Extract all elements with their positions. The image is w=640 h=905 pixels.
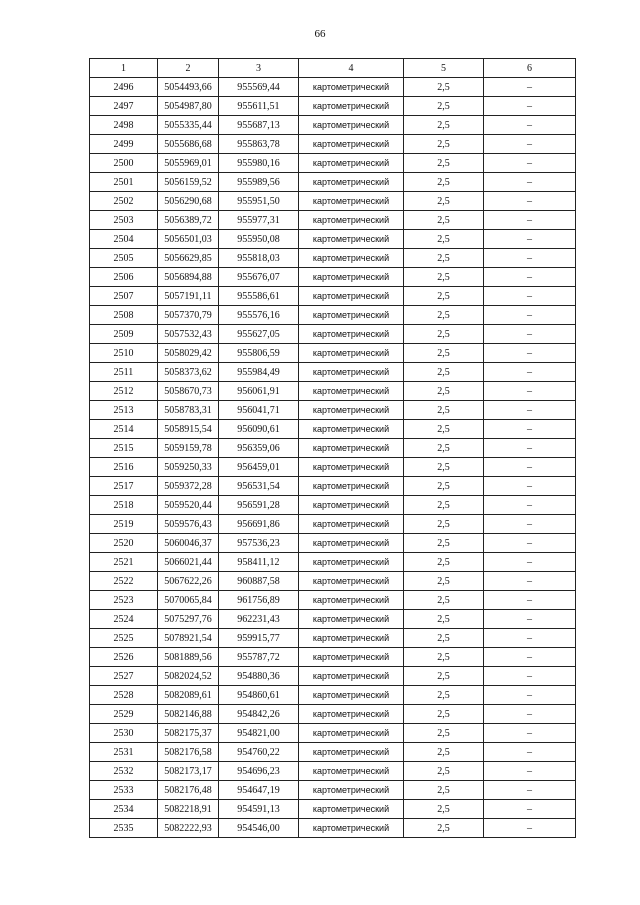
point-number-cell: 2501 <box>90 173 158 192</box>
note-cell: – <box>484 648 576 667</box>
x-coordinate-cell: 5059250,33 <box>158 458 219 477</box>
x-coordinate-cell: 5060046,37 <box>158 534 219 553</box>
point-number-cell: 2533 <box>90 781 158 800</box>
y-coordinate-cell: 955586,61 <box>219 287 299 306</box>
accuracy-cell: 2,5 <box>404 534 484 553</box>
method-cell: картометрический <box>299 173 404 192</box>
method-cell: картометрический <box>299 667 404 686</box>
y-coordinate-cell: 954546,00 <box>219 819 299 838</box>
point-number-cell: 2518 <box>90 496 158 515</box>
x-coordinate-cell: 5059576,43 <box>158 515 219 534</box>
point-number-cell: 2514 <box>90 420 158 439</box>
note-cell: – <box>484 629 576 648</box>
table-row <box>90 553 576 572</box>
y-coordinate-cell: 954860,61 <box>219 686 299 705</box>
x-coordinate-cell: 5082176,48 <box>158 781 219 800</box>
note-cell: – <box>484 477 576 496</box>
y-coordinate-cell: 954842,26 <box>219 705 299 724</box>
table-row <box>90 724 576 743</box>
table-header-row <box>90 59 576 78</box>
point-number-cell: 2512 <box>90 382 158 401</box>
y-coordinate-cell: 955989,56 <box>219 173 299 192</box>
accuracy-cell: 2,5 <box>404 648 484 667</box>
x-coordinate-cell: 5082024,52 <box>158 667 219 686</box>
x-coordinate-cell: 5082176,58 <box>158 743 219 762</box>
x-coordinate-cell: 5059159,78 <box>158 439 219 458</box>
method-cell: картометрический <box>299 477 404 496</box>
point-number-cell: 2506 <box>90 268 158 287</box>
table-row <box>90 762 576 781</box>
accuracy-cell: 2,5 <box>404 135 484 154</box>
table-row <box>90 306 576 325</box>
method-cell: картометрический <box>299 781 404 800</box>
x-coordinate-cell: 5055335,44 <box>158 116 219 135</box>
note-cell: – <box>484 686 576 705</box>
note-cell: – <box>484 173 576 192</box>
header-col-2: 2 <box>158 59 219 78</box>
x-coordinate-cell: 5059372,28 <box>158 477 219 496</box>
method-cell: картометрический <box>299 458 404 477</box>
x-coordinate-cell: 5056629,85 <box>158 249 219 268</box>
method-cell: картометрический <box>299 420 404 439</box>
point-number-cell: 2525 <box>90 629 158 648</box>
header-col-3: 3 <box>219 59 299 78</box>
note-cell: – <box>484 135 576 154</box>
method-cell: картометрический <box>299 230 404 249</box>
table-row <box>90 192 576 211</box>
y-coordinate-cell: 956061,91 <box>219 382 299 401</box>
y-coordinate-cell: 959915,77 <box>219 629 299 648</box>
accuracy-cell: 2,5 <box>404 363 484 382</box>
header-col-5: 5 <box>404 59 484 78</box>
accuracy-cell: 2,5 <box>404 78 484 97</box>
x-coordinate-cell: 5082218,91 <box>158 800 219 819</box>
point-number-cell: 2498 <box>90 116 158 135</box>
x-coordinate-cell: 5082146,88 <box>158 705 219 724</box>
point-number-cell: 2521 <box>90 553 158 572</box>
point-number-cell: 2522 <box>90 572 158 591</box>
y-coordinate-cell: 962231,43 <box>219 610 299 629</box>
table-row <box>90 705 576 724</box>
accuracy-cell: 2,5 <box>404 382 484 401</box>
accuracy-cell: 2,5 <box>404 667 484 686</box>
point-number-cell: 2497 <box>90 97 158 116</box>
point-number-cell: 2526 <box>90 648 158 667</box>
y-coordinate-cell: 955576,16 <box>219 306 299 325</box>
note-cell: – <box>484 382 576 401</box>
note-cell: – <box>484 572 576 591</box>
accuracy-cell: 2,5 <box>404 439 484 458</box>
x-coordinate-cell: 5081889,56 <box>158 648 219 667</box>
y-coordinate-cell: 955818,03 <box>219 249 299 268</box>
accuracy-cell: 2,5 <box>404 515 484 534</box>
x-coordinate-cell: 5056389,72 <box>158 211 219 230</box>
y-coordinate-cell: 956090,61 <box>219 420 299 439</box>
note-cell: – <box>484 192 576 211</box>
method-cell: картометрический <box>299 363 404 382</box>
x-coordinate-cell: 5078921,54 <box>158 629 219 648</box>
method-cell: картометрический <box>299 743 404 762</box>
y-coordinate-cell: 955787,72 <box>219 648 299 667</box>
accuracy-cell: 2,5 <box>404 344 484 363</box>
accuracy-cell: 2,5 <box>404 819 484 838</box>
point-number-cell: 2499 <box>90 135 158 154</box>
y-coordinate-cell: 955687,13 <box>219 116 299 135</box>
method-cell: картометрический <box>299 192 404 211</box>
x-coordinate-cell: 5059520,44 <box>158 496 219 515</box>
y-coordinate-cell: 956531,54 <box>219 477 299 496</box>
table-row <box>90 325 576 344</box>
x-coordinate-cell: 5055686,68 <box>158 135 219 154</box>
table-row <box>90 382 576 401</box>
table-row <box>90 287 576 306</box>
method-cell: картометрический <box>299 135 404 154</box>
table-row <box>90 154 576 173</box>
y-coordinate-cell: 955806,59 <box>219 344 299 363</box>
note-cell: – <box>484 344 576 363</box>
accuracy-cell: 2,5 <box>404 97 484 116</box>
note-cell: – <box>484 724 576 743</box>
table-row <box>90 78 576 97</box>
x-coordinate-cell: 5058783,31 <box>158 401 219 420</box>
y-coordinate-cell: 956591,28 <box>219 496 299 515</box>
note-cell: – <box>484 819 576 838</box>
x-coordinate-cell: 5070065,84 <box>158 591 219 610</box>
note-cell: – <box>484 325 576 344</box>
x-coordinate-cell: 5056501,03 <box>158 230 219 249</box>
y-coordinate-cell: 955569,44 <box>219 78 299 97</box>
method-cell: картометрический <box>299 154 404 173</box>
note-cell: – <box>484 249 576 268</box>
table-row <box>90 572 576 591</box>
method-cell: картометрический <box>299 572 404 591</box>
method-cell: картометрический <box>299 705 404 724</box>
x-coordinate-cell: 5054987,80 <box>158 97 219 116</box>
table-row <box>90 230 576 249</box>
y-coordinate-cell: 954880,36 <box>219 667 299 686</box>
accuracy-cell: 2,5 <box>404 686 484 705</box>
note-cell: – <box>484 743 576 762</box>
table-row <box>90 648 576 667</box>
x-coordinate-cell: 5058373,62 <box>158 363 219 382</box>
point-number-cell: 2519 <box>90 515 158 534</box>
point-number-cell: 2511 <box>90 363 158 382</box>
page-number: 66 <box>314 28 326 40</box>
method-cell: картометрический <box>299 496 404 515</box>
note-cell: – <box>484 230 576 249</box>
y-coordinate-cell: 956041,71 <box>219 401 299 420</box>
point-number-cell: 2500 <box>90 154 158 173</box>
accuracy-cell: 2,5 <box>404 420 484 439</box>
note-cell: – <box>484 78 576 97</box>
point-number-cell: 2531 <box>90 743 158 762</box>
x-coordinate-cell: 5055969,01 <box>158 154 219 173</box>
accuracy-cell: 2,5 <box>404 610 484 629</box>
point-number-cell: 2515 <box>90 439 158 458</box>
accuracy-cell: 2,5 <box>404 249 484 268</box>
table-row <box>90 667 576 686</box>
coordinates-table <box>89 58 576 838</box>
x-coordinate-cell: 5056290,68 <box>158 192 219 211</box>
note-cell: – <box>484 705 576 724</box>
point-number-cell: 2504 <box>90 230 158 249</box>
accuracy-cell: 2,5 <box>404 496 484 515</box>
method-cell: картометрический <box>299 287 404 306</box>
x-coordinate-cell: 5082173,17 <box>158 762 219 781</box>
x-coordinate-cell: 5056159,52 <box>158 173 219 192</box>
point-number-cell: 2532 <box>90 762 158 781</box>
method-cell: картометрический <box>299 211 404 230</box>
point-number-cell: 2523 <box>90 591 158 610</box>
table-row <box>90 477 576 496</box>
x-coordinate-cell: 5057191,11 <box>158 287 219 306</box>
header-col-4: 4 <box>299 59 404 78</box>
method-cell: картометрический <box>299 553 404 572</box>
table-row <box>90 458 576 477</box>
table-row <box>90 363 576 382</box>
note-cell: – <box>484 211 576 230</box>
note-cell: – <box>484 610 576 629</box>
method-cell: картометрический <box>299 800 404 819</box>
y-coordinate-cell: 955611,51 <box>219 97 299 116</box>
table-row <box>90 800 576 819</box>
accuracy-cell: 2,5 <box>404 781 484 800</box>
method-cell: картометрический <box>299 629 404 648</box>
accuracy-cell: 2,5 <box>404 306 484 325</box>
note-cell: – <box>484 97 576 116</box>
y-coordinate-cell: 954647,19 <box>219 781 299 800</box>
note-cell: – <box>484 401 576 420</box>
accuracy-cell: 2,5 <box>404 762 484 781</box>
point-number-cell: 2509 <box>90 325 158 344</box>
accuracy-cell: 2,5 <box>404 325 484 344</box>
header-col-6: 6 <box>484 59 576 78</box>
method-cell: картометрический <box>299 762 404 781</box>
accuracy-cell: 2,5 <box>404 705 484 724</box>
y-coordinate-cell: 960887,58 <box>219 572 299 591</box>
table-row <box>90 173 576 192</box>
accuracy-cell: 2,5 <box>404 553 484 572</box>
accuracy-cell: 2,5 <box>404 230 484 249</box>
header-col-1: 1 <box>90 59 158 78</box>
point-number-cell: 2510 <box>90 344 158 363</box>
method-cell: картометрический <box>299 515 404 534</box>
method-cell: картометрический <box>299 382 404 401</box>
point-number-cell: 2530 <box>90 724 158 743</box>
method-cell: картометрический <box>299 344 404 363</box>
note-cell: – <box>484 515 576 534</box>
y-coordinate-cell: 955951,50 <box>219 192 299 211</box>
accuracy-cell: 2,5 <box>404 401 484 420</box>
y-coordinate-cell: 955950,08 <box>219 230 299 249</box>
note-cell: – <box>484 553 576 572</box>
y-coordinate-cell: 954591,13 <box>219 800 299 819</box>
method-cell: картометрический <box>299 78 404 97</box>
y-coordinate-cell: 955627,05 <box>219 325 299 344</box>
accuracy-cell: 2,5 <box>404 572 484 591</box>
note-cell: – <box>484 667 576 686</box>
point-number-cell: 2496 <box>90 78 158 97</box>
point-number-cell: 2513 <box>90 401 158 420</box>
note-cell: – <box>484 306 576 325</box>
note-cell: – <box>484 287 576 306</box>
method-cell: картометрический <box>299 249 404 268</box>
method-cell: картометрический <box>299 610 404 629</box>
method-cell: картометрический <box>299 819 404 838</box>
method-cell: картометрический <box>299 116 404 135</box>
note-cell: – <box>484 420 576 439</box>
table-row <box>90 819 576 838</box>
table-row <box>90 97 576 116</box>
table-row <box>90 515 576 534</box>
table-row <box>90 781 576 800</box>
point-number-cell: 2527 <box>90 667 158 686</box>
note-cell: – <box>484 363 576 382</box>
accuracy-cell: 2,5 <box>404 192 484 211</box>
note-cell: – <box>484 458 576 477</box>
point-number-cell: 2505 <box>90 249 158 268</box>
point-number-cell: 2535 <box>90 819 158 838</box>
x-coordinate-cell: 5082222,93 <box>158 819 219 838</box>
y-coordinate-cell: 957536,23 <box>219 534 299 553</box>
x-coordinate-cell: 5056894,88 <box>158 268 219 287</box>
table-row <box>90 401 576 420</box>
y-coordinate-cell: 956691,86 <box>219 515 299 534</box>
method-cell: картометрический <box>299 534 404 553</box>
table-row <box>90 629 576 648</box>
note-cell: – <box>484 496 576 515</box>
x-coordinate-cell: 5066021,44 <box>158 553 219 572</box>
x-coordinate-cell: 5057370,79 <box>158 306 219 325</box>
x-coordinate-cell: 5058915,54 <box>158 420 219 439</box>
y-coordinate-cell: 954760,22 <box>219 743 299 762</box>
table-row <box>90 116 576 135</box>
point-number-cell: 2520 <box>90 534 158 553</box>
table-body <box>90 78 576 838</box>
x-coordinate-cell: 5057532,43 <box>158 325 219 344</box>
y-coordinate-cell: 955977,31 <box>219 211 299 230</box>
note-cell: – <box>484 116 576 135</box>
table-row <box>90 591 576 610</box>
accuracy-cell: 2,5 <box>404 173 484 192</box>
point-number-cell: 2502 <box>90 192 158 211</box>
x-coordinate-cell: 5067622,26 <box>158 572 219 591</box>
note-cell: – <box>484 534 576 553</box>
note-cell: – <box>484 154 576 173</box>
accuracy-cell: 2,5 <box>404 477 484 496</box>
method-cell: картометрический <box>299 306 404 325</box>
y-coordinate-cell: 956459,01 <box>219 458 299 477</box>
note-cell: – <box>484 439 576 458</box>
table-row <box>90 344 576 363</box>
accuracy-cell: 2,5 <box>404 800 484 819</box>
method-cell: картометрический <box>299 97 404 116</box>
y-coordinate-cell: 956359,06 <box>219 439 299 458</box>
method-cell: картометрический <box>299 268 404 287</box>
point-number-cell: 2517 <box>90 477 158 496</box>
y-coordinate-cell: 954821,00 <box>219 724 299 743</box>
x-coordinate-cell: 5082089,61 <box>158 686 219 705</box>
x-coordinate-cell: 5054493,66 <box>158 78 219 97</box>
table-row <box>90 743 576 762</box>
x-coordinate-cell: 5058670,73 <box>158 382 219 401</box>
accuracy-cell: 2,5 <box>404 629 484 648</box>
table-row <box>90 249 576 268</box>
method-cell: картометрический <box>299 401 404 420</box>
note-cell: – <box>484 591 576 610</box>
point-number-cell: 2529 <box>90 705 158 724</box>
accuracy-cell: 2,5 <box>404 268 484 287</box>
accuracy-cell: 2,5 <box>404 154 484 173</box>
note-cell: – <box>484 800 576 819</box>
note-cell: – <box>484 762 576 781</box>
y-coordinate-cell: 955984,49 <box>219 363 299 382</box>
point-number-cell: 2524 <box>90 610 158 629</box>
y-coordinate-cell: 955980,16 <box>219 154 299 173</box>
accuracy-cell: 2,5 <box>404 287 484 306</box>
y-coordinate-cell: 961756,89 <box>219 591 299 610</box>
point-number-cell: 2503 <box>90 211 158 230</box>
method-cell: картометрический <box>299 648 404 667</box>
accuracy-cell: 2,5 <box>404 591 484 610</box>
point-number-cell: 2516 <box>90 458 158 477</box>
method-cell: картометрический <box>299 325 404 344</box>
table-row <box>90 534 576 553</box>
note-cell: – <box>484 268 576 287</box>
note-cell: – <box>484 781 576 800</box>
point-number-cell: 2508 <box>90 306 158 325</box>
y-coordinate-cell: 955676,07 <box>219 268 299 287</box>
accuracy-cell: 2,5 <box>404 458 484 477</box>
method-cell: картометрический <box>299 591 404 610</box>
table-row <box>90 211 576 230</box>
y-coordinate-cell: 955863,78 <box>219 135 299 154</box>
point-number-cell: 2528 <box>90 686 158 705</box>
table-row <box>90 135 576 154</box>
accuracy-cell: 2,5 <box>404 211 484 230</box>
method-cell: картометрический <box>299 686 404 705</box>
accuracy-cell: 2,5 <box>404 743 484 762</box>
x-coordinate-cell: 5058029,42 <box>158 344 219 363</box>
y-coordinate-cell: 958411,12 <box>219 553 299 572</box>
method-cell: картометрический <box>299 439 404 458</box>
point-number-cell: 2507 <box>90 287 158 306</box>
table-row <box>90 420 576 439</box>
x-coordinate-cell: 5082175,37 <box>158 724 219 743</box>
y-coordinate-cell: 954696,23 <box>219 762 299 781</box>
table-row <box>90 439 576 458</box>
table-row <box>90 496 576 515</box>
point-number-cell: 2534 <box>90 800 158 819</box>
table-row <box>90 610 576 629</box>
accuracy-cell: 2,5 <box>404 116 484 135</box>
table-row <box>90 686 576 705</box>
accuracy-cell: 2,5 <box>404 724 484 743</box>
table-row <box>90 268 576 287</box>
method-cell: картометрический <box>299 724 404 743</box>
x-coordinate-cell: 5075297,76 <box>158 610 219 629</box>
